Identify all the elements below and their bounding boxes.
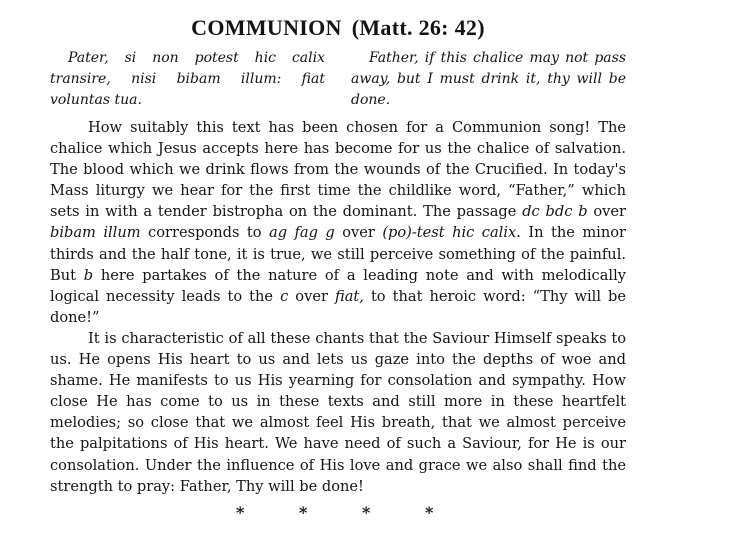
section-heading	[50, 14, 626, 42]
antiphon-text-columns	[50, 48, 626, 111]
latin-phrase: bibam illum	[50, 224, 141, 242]
latin-phrase: fiat,	[334, 287, 364, 305]
paragraph-text: corresponds to	[140, 224, 270, 242]
latin-text: Pater, si non potest hic calix transire, nisi bibam illum: fiat voluntas tua.	[50, 50, 325, 108]
scripture-reference: (Matt. 26: 42)	[351, 15, 485, 40]
latin-phrase: (po)-test hic calix.	[382, 224, 521, 242]
document-page	[50, 14, 626, 523]
paragraph-text: over	[587, 203, 627, 221]
divider-asterisk: *	[299, 502, 308, 522]
divider-asterisk: *	[425, 502, 434, 522]
section-divider	[50, 503, 626, 523]
paragraph-text: over	[334, 224, 383, 242]
divider-asterisk: *	[236, 502, 245, 522]
note-name: c	[280, 287, 289, 305]
note-name: b	[83, 266, 94, 284]
commentary-paragraph-2: It is characteristic of all these chants that the Saviour Himself speaks to us. He opens His heart to us and lets us gaze into the depths of woe and shame. He manifests to us His yearning for consolation and sympathy. How close He has come to us in these texts and still more in these heartfelt melodies; so close that we almost feel His breath, that we almost perceive the palpitations of His heart. We have need of such a Saviour, for He is our consolation. Under the influence of His love and grace we also shall find the strength to pray: Father, Thy will be done!	[50, 329, 626, 495]
english-translation: Father, if this chalice may not pass away, but I must drink it, thy will be done.	[351, 50, 626, 108]
paragraph-text: How suitably this text has been chosen for a Communion song! The chalice which Jesus accepts here has become for us the chalice of salvation. The blood which we drink flows from the wounds of the Crucified. In today's Mass liturgy we hear for the first time the childlike word, “Father,” which sets in with a tender bistropha on the dominant. The passage	[50, 119, 626, 221]
commentary-paragraph-1	[50, 117, 626, 328]
heading-title: COMMUNION	[191, 15, 342, 40]
neume-passage: ag fag g	[269, 224, 335, 242]
paragraph-text: over	[288, 287, 335, 305]
paragraph-text: In the minor thirds and the half tone, it is true, we still perceive something of the painful. But	[50, 224, 626, 284]
neume-passage: dc bdc b	[522, 203, 588, 221]
divider-asterisk: *	[362, 502, 371, 522]
paragraph-text: here partakes of the nature of a leading note and with melodically logical necessity leads to the	[50, 266, 626, 305]
paragraph-text: to that heroic word: “Thy will be done!”	[50, 287, 627, 326]
